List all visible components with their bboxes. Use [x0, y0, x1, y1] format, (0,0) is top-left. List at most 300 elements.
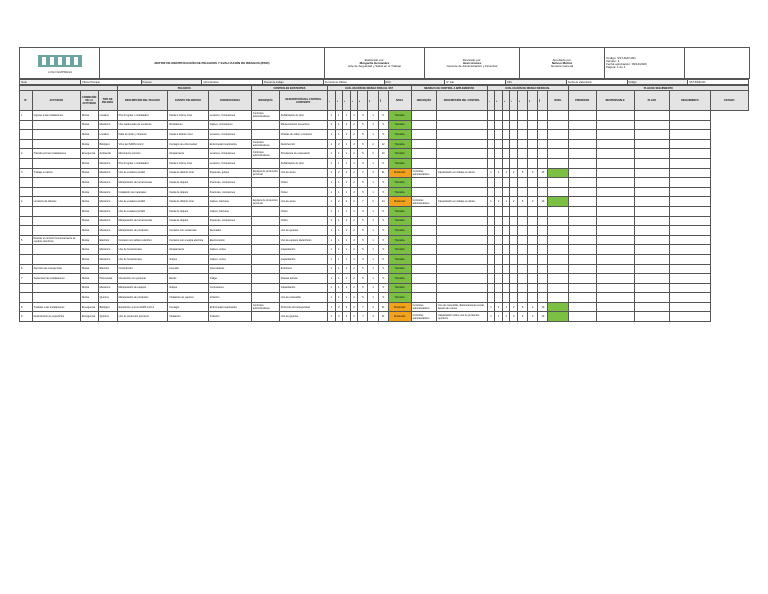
- table-cell: Uso de productos químicos: [117, 312, 168, 322]
- table-cell: [538, 178, 548, 188]
- table-cell: Orden: [279, 178, 327, 188]
- table-cell: Rutina: [80, 264, 98, 274]
- table-cell: [510, 158, 518, 168]
- table-cell: [528, 264, 538, 274]
- table-cell: 1: [368, 111, 378, 121]
- table-cell: 5: [378, 293, 388, 303]
- table-cell: [568, 187, 596, 197]
- table-cell: Caída de distinto nivel: [168, 168, 209, 178]
- table-cell: [596, 139, 634, 149]
- table-cell: Golpes, fracturas: [208, 197, 251, 207]
- table-cell: [518, 120, 528, 130]
- table-cell: Controles administrativos: [411, 168, 436, 178]
- table-cell: [495, 187, 503, 197]
- table-cell: [568, 312, 596, 322]
- table-cell: Caída a distinto nivel: [168, 130, 209, 140]
- table-cell: 5: [358, 274, 368, 284]
- table-cell: 1: [368, 216, 378, 226]
- table-cell: Tolerable: [388, 120, 411, 130]
- table-row: [20, 293, 749, 303]
- table-cell: 10: [378, 149, 388, 159]
- table-cell: [495, 158, 503, 168]
- table-cell: Fracturas, golpes: [208, 168, 251, 178]
- table-cell: [487, 178, 495, 188]
- table-cell: [634, 139, 669, 149]
- table-cell: [487, 226, 495, 236]
- table-cell: Controles administrativos: [251, 149, 279, 159]
- table-cell: 1: [327, 302, 335, 312]
- table-cell: [251, 120, 279, 130]
- table-cell: Caída de objetos: [168, 187, 209, 197]
- meta-cell: N° trab.: [445, 80, 506, 85]
- table-cell: [487, 130, 495, 140]
- table-cell: 5: [378, 187, 388, 197]
- table-cell: [495, 149, 503, 159]
- table-cell: [670, 197, 711, 207]
- table-cell: [251, 187, 279, 197]
- table-cell: [510, 264, 518, 274]
- table-cell: 5: [358, 120, 368, 130]
- meta-cell: Código: [627, 80, 688, 85]
- table-cell: Ambiental: [98, 149, 117, 159]
- table-cell: [548, 216, 568, 226]
- table-cell: 5: [518, 312, 528, 322]
- table-cell: Inhalación: [168, 312, 209, 322]
- table-cell: Trabajo en altura: [32, 168, 80, 178]
- table-cell: 1: [335, 120, 343, 130]
- prepared-label: Elaborado por:: [364, 57, 385, 62]
- table-cell: Rutina: [80, 178, 98, 188]
- table-cell: Caída de objetos: [168, 178, 209, 188]
- table-cell: 5: [378, 178, 388, 188]
- table-cell: [518, 149, 528, 159]
- table-cell: [510, 111, 518, 121]
- table-cell: [411, 178, 436, 188]
- meta-cell: Oficina Principal: [80, 80, 141, 85]
- table-cell: 1: [335, 235, 343, 245]
- table-cell: 2: [343, 302, 351, 312]
- table-cell: 5: [358, 216, 368, 226]
- code-label: Código:: [606, 56, 617, 60]
- table-cell: 5: [358, 111, 368, 121]
- table-cell: Uso de arnés: [279, 168, 327, 178]
- table-cell: [528, 187, 538, 197]
- table-cell: [596, 149, 634, 159]
- table-cell: [548, 149, 568, 159]
- table-cell: 1: [343, 206, 351, 216]
- table-cell: Controles administrativos: [411, 197, 436, 207]
- table-cell: Rutina: [80, 168, 98, 178]
- meta-cell: Personal de Oficina: [323, 80, 384, 85]
- table-row: [20, 302, 749, 312]
- table-cell: [502, 216, 510, 226]
- table-cell: [502, 283, 510, 293]
- table-cell: 1: [327, 168, 335, 178]
- table-cell: 1: [343, 187, 351, 197]
- table-cell: [634, 245, 669, 255]
- table-cell: Biológico: [98, 302, 117, 312]
- table-cell: 7: [358, 302, 368, 312]
- reviewed-label: Revisado por:: [462, 57, 482, 62]
- table-cell: 2: [350, 187, 358, 197]
- table-cell: Tolerable: [388, 216, 411, 226]
- svg-text:LOGO EMPRESA: LOGO EMPRESA: [47, 70, 72, 74]
- table-cell: [528, 235, 538, 245]
- table-cell: [510, 245, 518, 255]
- table-cell: [670, 168, 711, 178]
- table-cell: [20, 226, 33, 236]
- table-cell: Caída a mismo nivel: [168, 111, 209, 121]
- table-cell: [634, 312, 669, 322]
- table-cell: [670, 312, 711, 322]
- table-cell: 1: [495, 197, 503, 207]
- table-cell: 2: [20, 149, 33, 159]
- table-cell: 5: [378, 111, 388, 121]
- column-header: IS: [368, 91, 378, 111]
- group-header-cell: EVALUACIÓN DE RIESGO PARA EL SST: [327, 86, 411, 91]
- table-cell: [510, 235, 518, 245]
- table-cell: Manipulación de productos: [117, 226, 168, 236]
- table-cell: [538, 187, 548, 197]
- table-cell: Locativo: [98, 111, 117, 121]
- table-cell: Mecánico: [98, 283, 117, 293]
- table-cell: 1: [335, 264, 343, 274]
- table-cell: 2: [350, 254, 358, 264]
- table-row: [20, 216, 749, 226]
- table-cell: 2: [350, 264, 358, 274]
- table-cell: [510, 216, 518, 226]
- table-cell: [634, 216, 669, 226]
- table-cell: [487, 274, 495, 284]
- table-cell: [32, 130, 80, 140]
- table-cell: 1: [495, 168, 503, 178]
- table-cell: [568, 130, 596, 140]
- table-cell: 1: [368, 235, 378, 245]
- table-cell: Moderado: [388, 168, 411, 178]
- table-cell: Mecánico: [98, 245, 117, 255]
- table-cell: 1: [327, 245, 335, 255]
- table-cell: Mecánico: [98, 120, 117, 130]
- table-cell: 1: [335, 245, 343, 255]
- table-cell: [436, 274, 487, 284]
- table-cell: [634, 235, 669, 245]
- table-cell: 5: [358, 187, 368, 197]
- table-cell: [20, 283, 33, 293]
- table-cell: 21: [378, 312, 388, 322]
- table-cell: [538, 264, 548, 274]
- table-row: [20, 111, 749, 121]
- table-cell: Uso de equipos dieléctricos: [279, 235, 327, 245]
- table-cell: 2: [350, 139, 358, 149]
- table-cell: [510, 274, 518, 284]
- table-cell: 5: [358, 235, 368, 245]
- table-cell: [495, 120, 503, 130]
- table-cell: [670, 293, 711, 303]
- table-cell: 1: [327, 139, 335, 149]
- table-cell: Instalación de materiales: [117, 187, 168, 197]
- table-cell: [502, 130, 510, 140]
- table-cell: Uso de guantes: [279, 226, 327, 236]
- table-cell: Rutina: [80, 206, 98, 216]
- table-row: [20, 245, 749, 255]
- table-cell: [538, 206, 548, 216]
- table-cell: Resbalones: [168, 120, 209, 130]
- table-cell: 2: [528, 302, 538, 312]
- table-cell: Moderado: [388, 302, 411, 312]
- table-cell: 10: [538, 197, 548, 207]
- table-cell: Psicosocial: [98, 274, 117, 284]
- table-cell: [436, 130, 487, 140]
- table-cell: [20, 245, 33, 255]
- table-cell: [568, 283, 596, 293]
- table-cell: [528, 216, 538, 226]
- table-cell: [538, 283, 548, 293]
- table-cell: Uso de escalera portátil: [117, 206, 168, 216]
- table-cell: Tolerable: [388, 293, 411, 303]
- table-cell: [596, 254, 634, 264]
- table-cell: [670, 226, 711, 236]
- table-cell: Enfermedad respiratoria: [208, 302, 251, 312]
- table-cell: [568, 264, 596, 274]
- group-header-cell: MEDIDAS DE CONTROL A IMPLEMENTAR: [411, 86, 487, 91]
- table-cell: 5: [378, 216, 388, 226]
- column-header: JERARQUÍA: [411, 91, 436, 111]
- company-logo: [20, 48, 100, 79]
- table-cell: 1: [343, 235, 351, 245]
- table-cell: [670, 149, 711, 159]
- table-cell: Simulacros de evacuación: [279, 149, 327, 159]
- table-cell: Caída de objetos: [168, 206, 209, 216]
- table-cell: [502, 226, 510, 236]
- table-cell: [487, 245, 495, 255]
- table-cell: [538, 111, 548, 121]
- table-cell: [502, 178, 510, 188]
- table-cell: Rutina: [80, 226, 98, 236]
- table-cell: [548, 206, 568, 216]
- table-cell: [20, 206, 33, 216]
- table-cell: [495, 226, 503, 236]
- table-cell: [251, 130, 279, 140]
- table-cell: 2: [510, 197, 518, 207]
- table-cell: 1: [487, 302, 495, 312]
- table-cell: [518, 139, 528, 149]
- table-cell: [596, 206, 634, 216]
- table-cell: 5: [358, 293, 368, 303]
- table-cell: Interacción con personal: [117, 274, 168, 284]
- table-cell: Virus del SARS-CoV-2: [117, 139, 168, 149]
- table-cell: [568, 293, 596, 303]
- table-cell: 5: [378, 226, 388, 236]
- table-cell: [538, 216, 548, 226]
- table-cell: [251, 312, 279, 322]
- table-cell: Tolerable: [388, 206, 411, 216]
- table-cell: [568, 120, 596, 130]
- table-cell: 5: [378, 130, 388, 140]
- meta-cell: RUC: [384, 80, 445, 85]
- table-cell: 2: [350, 235, 358, 245]
- table-cell: [548, 274, 568, 284]
- table-cell: Manipulación de productos: [117, 293, 168, 303]
- table-cell: 2: [335, 312, 343, 322]
- table-cell: Químico: [98, 312, 117, 322]
- table-cell: Rutina: [80, 158, 98, 168]
- table-cell: 5: [20, 235, 33, 245]
- reviewed-role: Gerente de Administración y Finanzas: [446, 63, 498, 68]
- page-label: Página:: [606, 65, 617, 69]
- table-cell: [251, 293, 279, 303]
- table-cell: Mecánico: [98, 254, 117, 264]
- table-cell: Equipos de protección personal: [252, 169, 278, 176]
- meta-cell: SST-IPER-001: [688, 80, 749, 85]
- table-cell: [487, 293, 495, 303]
- column-header: TIPO DE PELIGRO: [98, 91, 117, 111]
- table-cell: [436, 283, 487, 293]
- table-cell: 1: [368, 274, 378, 284]
- table-cell: [436, 235, 487, 245]
- table-cell: [596, 120, 634, 130]
- table-cell: 2: [350, 245, 358, 255]
- table-cell: [502, 187, 510, 197]
- table-cell: 1: [327, 312, 335, 322]
- table-cell: Capacitación en trabajo en altura: [436, 197, 487, 207]
- table-row: [20, 274, 749, 284]
- table-cell: [436, 254, 487, 264]
- table-cell: [32, 158, 80, 168]
- table-cell: Caída de objetos: [168, 216, 209, 226]
- column-header: CONDICIÓN DE LA ACTIVIDAD: [80, 91, 98, 111]
- table-cell: Tolerable: [388, 158, 411, 168]
- table-cell: Dermatitis: [208, 226, 251, 236]
- table-cell: [670, 264, 711, 274]
- table-cell: 1: [343, 274, 351, 284]
- table-cell: Tolerable: [388, 226, 411, 236]
- table-cell: 8: [20, 302, 33, 312]
- table-cell: 1: [335, 216, 343, 226]
- table-cell: Revisar el correcto funcionamiento de equipos eléctricos: [32, 235, 80, 245]
- meta-cell: Puesto de trabajo: [263, 80, 324, 85]
- table-cell: 9: [20, 312, 33, 322]
- table-cell: [487, 187, 495, 197]
- table-cell: [548, 178, 568, 188]
- table-cell: [495, 111, 503, 121]
- table-cell: 1: [343, 149, 351, 159]
- table-cell: [251, 245, 279, 255]
- table-cell: [502, 235, 510, 245]
- table-cell: Estrés: [168, 274, 209, 284]
- table-cell: [32, 206, 80, 216]
- table-cell: [634, 120, 669, 130]
- table-cell: [596, 178, 634, 188]
- table-cell: 4: [20, 197, 33, 207]
- table-cell: [411, 149, 436, 159]
- table-row: [20, 235, 749, 245]
- table-cell: [411, 293, 436, 303]
- table-row: [20, 206, 749, 216]
- table-cell: [670, 187, 711, 197]
- table-cell: 1: [368, 264, 378, 274]
- table-cell: [502, 245, 510, 255]
- table-cell: [596, 216, 634, 226]
- column-header: EVENTO PELIGROSO: [168, 91, 209, 111]
- table-cell: Mecánico: [98, 226, 117, 236]
- table-cell: 6: [358, 139, 368, 149]
- table-cell: [670, 139, 711, 149]
- table-cell: Tolerable: [388, 274, 411, 284]
- table-cell: Irritación: [208, 312, 251, 322]
- table-cell: Lesiones, Contusiones: [208, 158, 251, 168]
- table-cell: 1: [335, 111, 343, 121]
- table-cell: Inhalación de vapores: [168, 293, 209, 303]
- table-cell: [518, 216, 528, 226]
- table-cell: Mecánico: [98, 197, 117, 207]
- table-cell: 1: [335, 158, 343, 168]
- table-cell: Fracturas, contusiones: [208, 187, 251, 197]
- reviewed-name: Juan Linares: [462, 60, 482, 65]
- table-cell: [670, 245, 711, 255]
- table-cell: [487, 283, 495, 293]
- group-header-cell: EVALUACIÓN DE RIESGO RESIDUAL: [487, 86, 568, 91]
- table-cell: 1: [368, 178, 378, 188]
- table-cell: [568, 158, 596, 168]
- table-cell: Capacitación: [279, 254, 327, 264]
- table-cell: [538, 130, 548, 140]
- header-table: [19, 47, 750, 79]
- table-cell: Tolerable: [388, 254, 411, 264]
- table-cell: Contusiones: [208, 283, 251, 293]
- table-cell: [411, 187, 436, 197]
- column-header-row: [20, 91, 749, 111]
- table-cell: [568, 139, 596, 149]
- table-cell: Irritación: [208, 293, 251, 303]
- table-cell: 5: [358, 254, 368, 264]
- table-row: [20, 120, 749, 130]
- table-cell: Uso de mascarilla: [279, 293, 327, 303]
- table-cell: [518, 274, 528, 284]
- table-cell: 5: [358, 178, 368, 188]
- table-cell: [487, 158, 495, 168]
- table-cell: 1: [495, 312, 503, 322]
- meta-row: [20, 80, 749, 85]
- table-cell: 2: [350, 226, 358, 236]
- table-cell: 7: [358, 168, 368, 178]
- table-cell: [510, 254, 518, 264]
- table-cell: Fatiga: [208, 274, 251, 284]
- table-cell: Desinfección: [279, 139, 327, 149]
- table-cell: 5: [378, 245, 388, 255]
- table-cell: Controles administrativos: [251, 302, 279, 312]
- table-cell: Golpes: [168, 283, 209, 293]
- table-cell: Tolerable: [388, 283, 411, 293]
- table-cell: Rutina: [80, 283, 98, 293]
- table-cell: 2: [528, 312, 538, 322]
- prepared-name: Margarita Hernandez: [359, 60, 390, 65]
- table-cell: [487, 149, 495, 159]
- table-cell: [411, 111, 436, 121]
- table-cell: [518, 158, 528, 168]
- table-cell: [568, 149, 596, 159]
- table-cell: [251, 235, 279, 245]
- table-cell: [20, 178, 33, 188]
- table-cell: [32, 226, 80, 236]
- table-cell: Tolerable: [388, 111, 411, 121]
- table-cell: 10: [538, 302, 548, 312]
- table-cell: [548, 312, 568, 322]
- table-cell: 1: [335, 206, 343, 216]
- table-cell: 1: [335, 187, 343, 197]
- table-cell: [510, 130, 518, 140]
- column-header: S: [335, 91, 343, 111]
- table-cell: [411, 158, 436, 168]
